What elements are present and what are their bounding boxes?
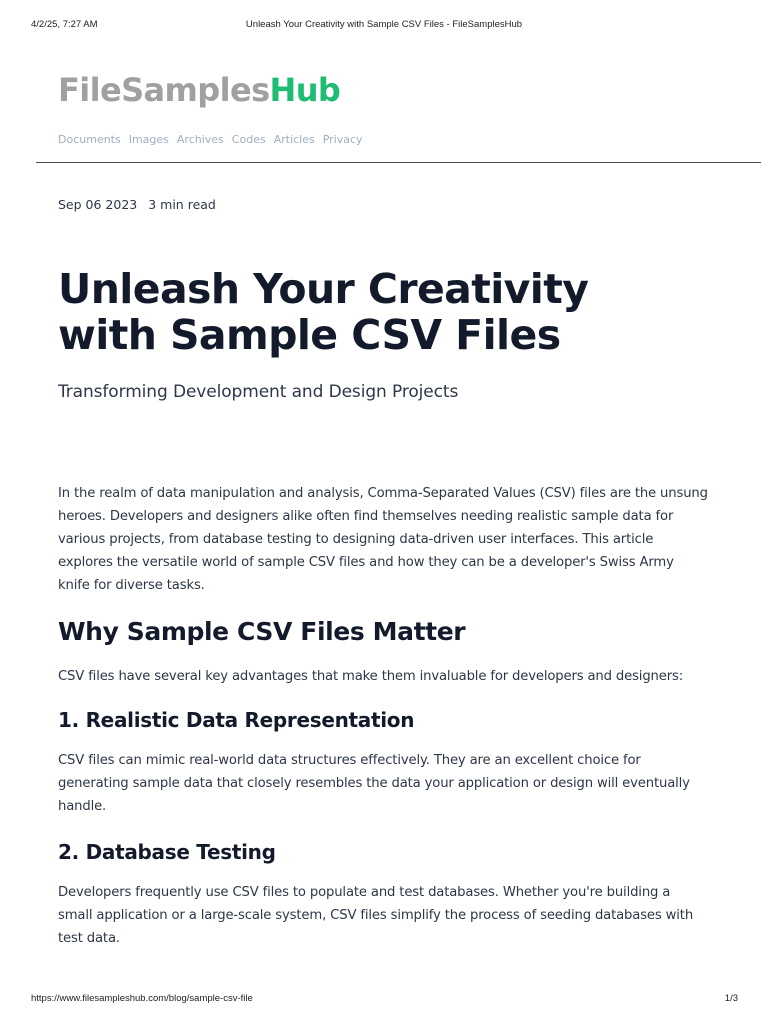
print-page-counter: 1/3: [724, 993, 738, 1004]
nav-link-privacy[interactable]: Privacy: [322, 133, 363, 146]
nav-link-images[interactable]: Images: [128, 133, 169, 146]
point-text-database-testing: Developers frequently use CSV files to populate and test databases. Whether you're building a small application or a large-scale system, CSV files simplify the process of seeding databases with test data.: [58, 885, 694, 947]
section-heading: Why Sample CSV Files Matter: [58, 617, 466, 646]
nav-link-articles[interactable]: Articles: [273, 133, 315, 146]
article-subtitle: Transforming Development and Design Projects: [58, 382, 459, 402]
article-title: Unleash Your Creativity with Sample CSV Files: [58, 265, 589, 359]
nav-link-documents[interactable]: Documents: [58, 133, 121, 146]
article-date: Sep 06 2023: [58, 197, 138, 212]
article-read-time: 3 min read: [148, 197, 216, 212]
section-intro-paragraph: CSV files have several key advantages that make them invaluable for developers and designers:: [58, 669, 683, 684]
point-text-realistic-data: CSV files can mimic real-world data structures effectively. They are an excellent choice for generating sample data that closely resembles the data your application or design will eventually handle.: [58, 753, 690, 815]
article-intro-paragraph: In the realm of data manipulation and analysis, Comma-Separated Values (CSV) files are the unsung heroes. Developers and designers alike often find themselves needing realistic sample data for various projects, from database testing to designing data-driven user interfaces. This article explores the versatile world of sample CSV files and how they can be a developer's Swiss Army knife for diverse tasks.: [58, 486, 708, 594]
print-header: [0, 19, 768, 33]
print-url: https://www.filesampleshub.com/blog/sample-csv-file: [31, 993, 253, 1004]
point-heading-database-testing: 2. Database Testing: [58, 840, 276, 864]
logo-text-filesamples: FileSamples: [58, 71, 270, 109]
article-meta: [58, 196, 216, 213]
logo-text-hub: Hub: [269, 71, 341, 109]
print-datetime: 4/2/25, 7:27 AM: [31, 19, 98, 30]
main-nav: [58, 132, 363, 148]
print-document-title: Unleash Your Creativity with Sample CSV Files - FileSamplesHub: [245, 19, 523, 30]
nav-link-archives[interactable]: Archives: [176, 133, 224, 146]
point-heading-realistic-data: 1. Realistic Data Representation: [58, 708, 415, 732]
nav-link-codes[interactable]: Codes: [231, 133, 266, 146]
print-footer: [0, 993, 768, 1007]
header-divider: [36, 162, 761, 163]
site-logo[interactable]: [58, 70, 340, 110]
